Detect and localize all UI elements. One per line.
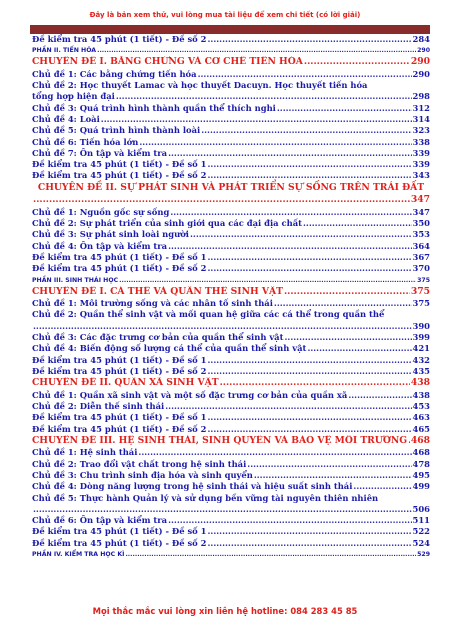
toc-entry-title: Chủ đề 2: Sự phát triển của sinh giới qua các đại địa chất bbox=[32, 218, 303, 229]
dot-leader bbox=[125, 549, 416, 560]
dot-leader bbox=[208, 252, 412, 263]
toc-topic-entry[interactable]: Chủ đề 2: Quần thể sinh vật và mối quan hệ giữa các cá thể trong quần thể bbox=[32, 309, 385, 320]
toc-entry-title: Chủ đề 1: Môi trường sống và các nhân tố sinh thái bbox=[32, 298, 273, 309]
toc-topic-entry-continuation[interactable] bbox=[32, 321, 430, 332]
toc-entry-title: Chủ đề 5: Quá trình hình thành loài bbox=[32, 125, 201, 136]
toc-topic-entry[interactable] bbox=[32, 159, 430, 170]
toc-topic-entry[interactable] bbox=[32, 229, 430, 240]
toc-page-number: 338 bbox=[412, 136, 430, 147]
toc-page-number: 298 bbox=[412, 91, 430, 102]
toc-page-number: 438 bbox=[412, 389, 430, 400]
hotline-footer: Mọi thắc mắc vui lòng xin liên hệ hotline: 084 283 45 85 bbox=[92, 606, 358, 616]
dot-leader bbox=[33, 321, 412, 332]
toc-page-number: 465 bbox=[412, 423, 430, 434]
toc-topic-entry-continuation[interactable] bbox=[32, 504, 430, 515]
toc-page-number: 375 bbox=[417, 276, 430, 284]
toc-topic-entry[interactable] bbox=[32, 366, 430, 377]
dot-leader bbox=[139, 137, 411, 148]
toc-entry-title: Chủ đề 1: Các bằng chứng tiến hóa bbox=[32, 68, 197, 79]
toc-part-entry[interactable] bbox=[32, 45, 430, 56]
dot-leader bbox=[208, 263, 412, 274]
table-of-contents bbox=[32, 34, 430, 560]
toc-page-number: 468 bbox=[410, 434, 430, 446]
toc-entry-title: Đề kiểm tra 45 phút (1 tiết) - Đề số 1 bbox=[32, 412, 207, 423]
toc-topic-entry[interactable] bbox=[32, 412, 430, 423]
toc-topic-entry[interactable] bbox=[32, 218, 430, 229]
toc-entry-title: Chủ đề 4: Loài bbox=[32, 113, 100, 124]
toc-topic-entry[interactable] bbox=[32, 390, 430, 401]
preview-banner: Đây là bản xem thử, vui lòng mua tài liệu để xem chi tiết (có lời giải) bbox=[89, 11, 361, 19]
toc-page-number: 290 bbox=[410, 56, 430, 68]
dot-leader bbox=[119, 275, 416, 286]
toc-topic-entry[interactable] bbox=[32, 481, 430, 492]
toc-topic-entry[interactable] bbox=[32, 241, 430, 252]
toc-entry-title: Đề kiểm tra 45 phút (1 tiết) - Đề số 2 bbox=[32, 263, 207, 274]
dot-leader bbox=[284, 286, 410, 299]
toc-page-number: 453 bbox=[412, 400, 430, 411]
toc-entry-title: Chủ đề 2: Trao đổi vật chất trong hệ sinh thái bbox=[32, 458, 247, 469]
toc-topic-entry[interactable] bbox=[32, 148, 430, 159]
toc-page-number: 370 bbox=[412, 263, 430, 274]
toc-page-number: 495 bbox=[412, 469, 430, 480]
toc-topic-entry[interactable]: Chủ đề 2: Học thuyết Lamac và học thuyết Dacuyn. Học thuyết tiến hóa bbox=[32, 80, 368, 91]
toc-chapter-entry[interactable]: CHUYÊN ĐỀ II. SỰ PHÁT SINH VÀ PHÁT TRIỂN SỰ SỐNG TRÊN TRÁI ĐẤT bbox=[37, 181, 425, 193]
toc-topic-entry[interactable] bbox=[32, 69, 430, 80]
toc-page-number: 364 bbox=[412, 240, 430, 251]
toc-page-number: 435 bbox=[412, 365, 430, 376]
toc-entry-title: Chủ đề 1: Hệ sinh thái bbox=[32, 447, 138, 458]
dot-leader bbox=[201, 125, 411, 136]
toc-topic-entry[interactable] bbox=[32, 298, 430, 309]
toc-entry-title: Đề kiểm tra 45 phút (1 tiết) - Đề số 1 bbox=[32, 159, 207, 170]
toc-page-number: 353 bbox=[412, 229, 430, 240]
dot-leader bbox=[33, 194, 410, 207]
toc-page-number: 438 bbox=[410, 377, 430, 389]
toc-topic-entry[interactable] bbox=[32, 355, 430, 366]
dot-leader bbox=[304, 56, 410, 69]
toc-topic-entry[interactable] bbox=[32, 137, 430, 148]
toc-part-entry[interactable] bbox=[32, 549, 430, 560]
toc-page-number: 284 bbox=[412, 34, 430, 44]
dot-leader bbox=[247, 459, 411, 470]
toc-entry-title: Chủ đề 4: Dòng năng lượng trong hệ sinh thái và hiệu suất sinh thái bbox=[32, 481, 353, 492]
toc-entry-title: Đề kiểm tra 45 phút (1 tiết) - Đề số 2 bbox=[32, 365, 207, 376]
toc-topic-entry[interactable] bbox=[32, 343, 430, 354]
toc-page-number: 290 bbox=[412, 68, 430, 79]
toc-entry-title: PHẦN II. TIẾN HÓA bbox=[32, 47, 97, 55]
dot-leader bbox=[168, 241, 411, 252]
toc-topic-entry[interactable] bbox=[32, 401, 430, 412]
dot-leader bbox=[353, 481, 411, 492]
dot-leader bbox=[277, 103, 412, 114]
dot-leader bbox=[208, 159, 412, 170]
toc-entry-title: Đề kiểm tra 45 phút (1 tiết) - Đề số 1 bbox=[32, 251, 207, 262]
toc-topic-entry[interactable] bbox=[32, 526, 430, 537]
dot-leader bbox=[208, 34, 412, 45]
dot-leader bbox=[33, 504, 412, 515]
toc-topic-entry[interactable]: Chủ đề 5: Thực hành Quản lý và sử dụng bền vững tài nguyên thiên nhiên bbox=[32, 492, 379, 503]
toc-entry-title: Chủ đề 3: Các đặc trưng cơ bản của quần thể sinh vật bbox=[32, 331, 284, 342]
toc-topic-entry[interactable] bbox=[32, 424, 430, 435]
toc-entry-title: Chủ đề 7: Ôn tập và kiểm tra bbox=[32, 147, 168, 158]
dot-leader bbox=[307, 343, 411, 354]
toc-topic-entry[interactable] bbox=[32, 263, 430, 274]
toc-page-number: 468 bbox=[412, 447, 430, 458]
toc-topic-entry[interactable] bbox=[32, 459, 430, 470]
dot-leader bbox=[254, 470, 412, 481]
toc-page-number: 463 bbox=[412, 412, 430, 423]
dot-leader bbox=[208, 526, 412, 537]
toc-page-number: 375 bbox=[410, 285, 430, 297]
toc-page-number: 347 bbox=[412, 206, 430, 217]
toc-topic-entry[interactable] bbox=[32, 103, 430, 114]
toc-page-number: 314 bbox=[412, 113, 430, 124]
toc-page-number: 432 bbox=[412, 354, 430, 365]
toc-entry-title: Chủ đề 1: Quần xã sinh vật và một số đặc trưng cơ bản của quần xã bbox=[32, 389, 348, 400]
dot-leader bbox=[116, 91, 412, 102]
toc-page-number: 390 bbox=[412, 320, 430, 331]
toc-entry-title: Đề kiểm tra 45 phút (1 tiết) - Đề số 1 bbox=[32, 526, 207, 537]
toc-page-number: 506 bbox=[412, 503, 430, 514]
dot-leader bbox=[208, 412, 412, 423]
dot-leader bbox=[208, 366, 412, 377]
toc-page-number: 529 bbox=[417, 550, 430, 558]
toc-entry-title: Chủ đề 3: Sự phát sinh loài người bbox=[32, 229, 189, 240]
toc-chapter-entry[interactable] bbox=[32, 435, 430, 448]
dot-leader bbox=[208, 355, 412, 366]
toc-topic-entry[interactable] bbox=[32, 207, 430, 218]
toc-page-number: 522 bbox=[412, 526, 430, 537]
toc-page-number: 343 bbox=[412, 170, 430, 181]
toc-page-number: 524 bbox=[412, 537, 430, 548]
toc-topic-entry[interactable] bbox=[32, 538, 430, 549]
toc-entry-title: CHUYÊN ĐỀ III. HỆ SINH THÁI, SINH QUYỂN VÀ BẢO VỆ MÔI TRƯỜNG bbox=[32, 434, 408, 446]
dot-leader bbox=[348, 390, 411, 401]
toc-topic-entry[interactable] bbox=[32, 332, 430, 343]
dot-leader bbox=[208, 538, 412, 549]
toc-page-number: 399 bbox=[412, 331, 430, 342]
toc-topic-entry[interactable] bbox=[32, 470, 430, 481]
dot-leader bbox=[168, 515, 411, 526]
dot-leader bbox=[170, 207, 411, 218]
toc-entry-title: Chủ đề 4: Biến động số lượng cá thể của quần thể sinh vật bbox=[32, 343, 307, 354]
toc-entry-title: Đề kiểm tra 45 phút (1 tiết) - Đề số 2 bbox=[32, 170, 207, 181]
toc-page-number: 367 bbox=[412, 251, 430, 262]
toc-entry-title: Đề kiểm tra 45 phút (1 tiết) - Đề số 2 bbox=[32, 423, 207, 434]
dot-leader bbox=[284, 332, 411, 343]
toc-page-number: 350 bbox=[412, 218, 430, 229]
toc-entry-title: Đề kiểm tra 45 phút (1 tiết) - Đề số 2 bbox=[32, 34, 207, 44]
toc-entry-title: Chủ đề 3: Quá trình hình thành quần thể thích nghi bbox=[32, 102, 276, 113]
toc-chapter-entry[interactable] bbox=[32, 377, 430, 390]
toc-entry-title: Đề kiểm tra 45 phút (1 tiết) - Đề số 2 bbox=[32, 537, 207, 548]
dot-leader bbox=[97, 45, 416, 56]
toc-entry-title: Chủ đề 6: Ôn tập và kiểm tra bbox=[32, 515, 168, 526]
toc-page-number: 339 bbox=[412, 147, 430, 158]
toc-entry-title: tổng hợp hiện đại bbox=[32, 91, 115, 102]
toc-page-number: 290 bbox=[417, 47, 430, 55]
toc-entry-title: Chủ đề 6: Tiến hóa lớn bbox=[32, 136, 139, 147]
toc-entry-title: Chủ đề 1: Nguồn gốc sự sống bbox=[32, 206, 170, 217]
dot-leader bbox=[408, 435, 410, 448]
dot-leader bbox=[165, 401, 411, 412]
toc-topic-entry[interactable] bbox=[32, 170, 430, 181]
toc-entry-title: CHUYÊN ĐỀ I. BẰNG CHỨNG VÀ CƠ CHẾ TIẾN HÓA bbox=[32, 56, 303, 68]
toc-page-number: 375 bbox=[412, 298, 430, 309]
toc-chapter-entry-continuation[interactable] bbox=[32, 194, 430, 207]
toc-chapter-entry[interactable] bbox=[32, 286, 430, 299]
toc-entry-title: Chủ đề 2: Diễn thế sinh thái bbox=[32, 400, 165, 411]
toc-topic-entry-continuation[interactable] bbox=[32, 91, 430, 102]
toc-page-number: 312 bbox=[412, 102, 430, 113]
toc-page-number: 499 bbox=[412, 481, 430, 492]
toc-part-entry[interactable] bbox=[32, 275, 430, 286]
toc-page-number: 511 bbox=[412, 515, 430, 526]
toc-page-number: 421 bbox=[412, 343, 430, 354]
toc-entry-title: Chủ đề 3: Chu trình sinh địa hóa và sinh quyển bbox=[32, 469, 253, 480]
toc-page-number: 347 bbox=[410, 194, 430, 206]
dot-leader bbox=[138, 447, 411, 458]
toc-entry-title: Đề kiểm tra 45 phút (1 tiết) - Đề số 1 bbox=[32, 354, 207, 365]
toc-entry-title: Chủ đề 4: Ôn tập và kiểm tra bbox=[32, 240, 168, 251]
toc-topic-entry[interactable] bbox=[32, 34, 430, 45]
toc-entry-title: PHẦN IV. KIỂM TRA HỌC KÌ bbox=[32, 550, 125, 558]
dot-leader bbox=[274, 298, 412, 309]
toc-topic-entry[interactable] bbox=[32, 515, 430, 526]
toc-page-number: 339 bbox=[412, 159, 430, 170]
dot-leader bbox=[168, 148, 411, 159]
toc-topic-entry[interactable] bbox=[32, 125, 430, 136]
toc-entry-title: CHUYÊN ĐỀ II. QUẦN XÃ SINH VẬT bbox=[32, 377, 219, 389]
toc-topic-entry[interactable] bbox=[32, 447, 430, 458]
dot-leader bbox=[198, 69, 412, 80]
dot-leader bbox=[303, 218, 412, 229]
toc-page-number: 478 bbox=[412, 458, 430, 469]
dot-leader bbox=[208, 424, 412, 435]
dot-leader bbox=[220, 377, 410, 390]
toc-entry-title: CHUYÊN ĐỀ I. CÁ THỂ VÀ QUẦN THỂ SINH VẬT bbox=[32, 285, 283, 297]
toc-entry-title: PHẦN III. SINH THÁI HỌC bbox=[32, 276, 119, 284]
toc-topic-entry[interactable] bbox=[32, 252, 430, 263]
dot-leader bbox=[101, 114, 412, 125]
toc-chapter-entry[interactable] bbox=[32, 56, 430, 69]
header-bar bbox=[30, 25, 430, 34]
dot-leader bbox=[208, 170, 412, 181]
toc-topic-entry[interactable] bbox=[32, 114, 430, 125]
dot-leader bbox=[190, 229, 412, 240]
toc-page-number: 323 bbox=[412, 125, 430, 136]
